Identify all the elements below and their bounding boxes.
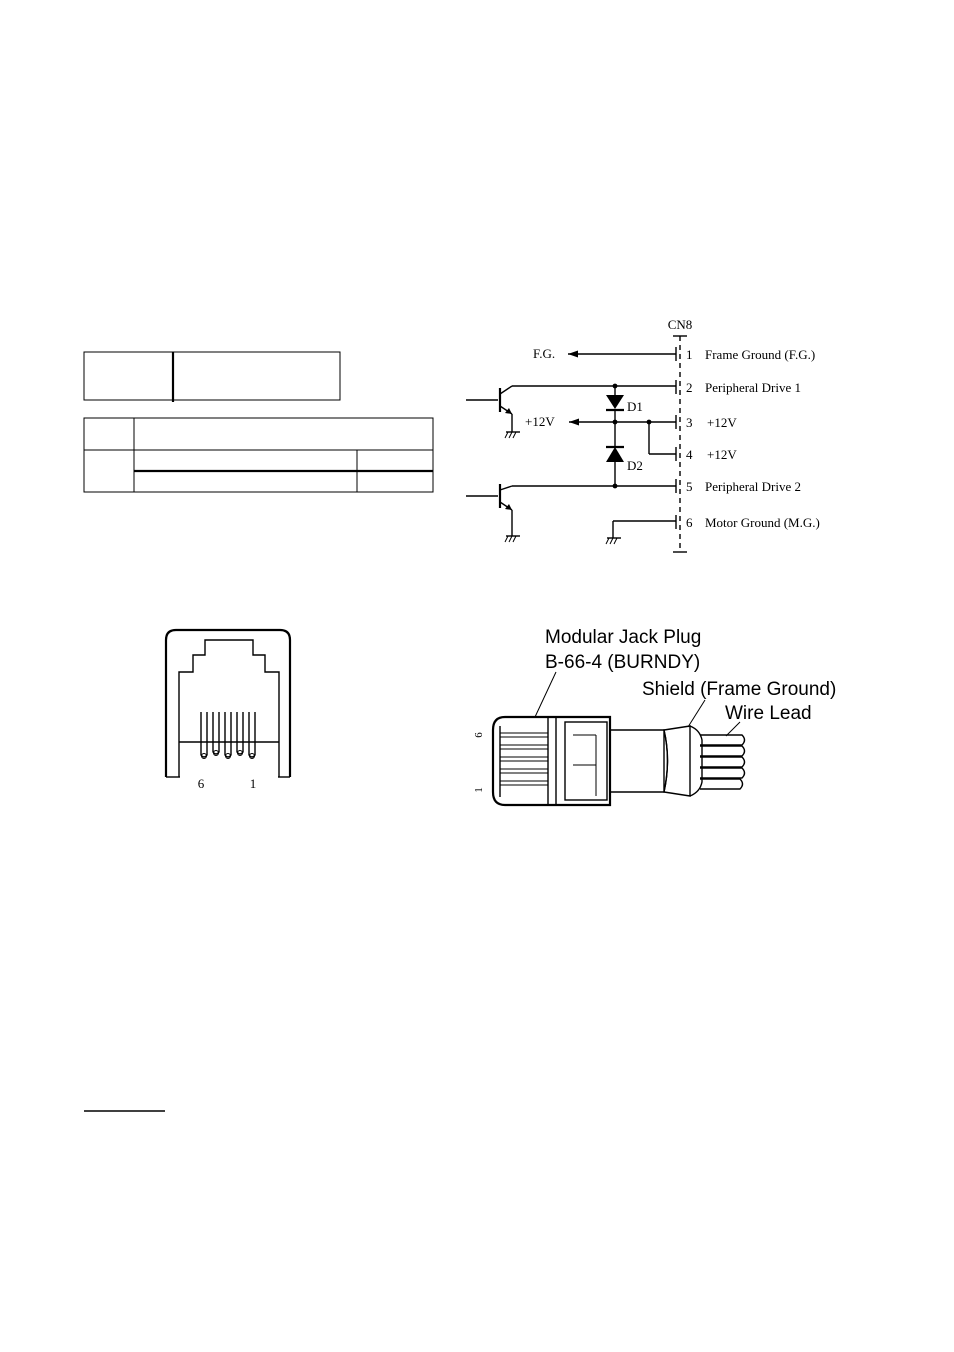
connector-label: CN8	[667, 317, 693, 332]
pin-label: +12V	[707, 415, 737, 430]
pin-label: Motor Ground (M.G.)	[705, 515, 820, 530]
pin-label: Peripheral Drive 2	[705, 479, 802, 494]
arrow-left-icon	[568, 351, 578, 358]
pin-number: 6	[686, 515, 693, 530]
pin-number: 4	[686, 447, 693, 462]
shield-braid	[664, 726, 690, 796]
plug-contacts	[500, 733, 548, 785]
diode-d1-icon	[606, 395, 624, 409]
emitter-arrow-icon	[505, 504, 512, 510]
diode-d2-icon	[606, 447, 624, 462]
jack-contacts	[201, 712, 255, 759]
plug-title-line1: Modular Jack Plug	[545, 627, 702, 648]
wire-lead-label: Wire Lead	[725, 703, 812, 724]
pin-number: 5	[686, 479, 693, 494]
plug-pin-6-label: 6	[473, 732, 485, 738]
plug-title-line2: B-66-4 (BURNDY)	[545, 652, 701, 673]
pin-label: +12V	[707, 447, 737, 462]
jack-pin-1-label: 1	[249, 776, 257, 791]
pin-label: Peripheral Drive 1	[705, 380, 802, 395]
circuit-schematic	[466, 317, 820, 552]
spec-table	[84, 418, 433, 492]
pin-number: 1	[686, 347, 693, 362]
shield-label: Shield (Frame Ground)	[642, 679, 837, 700]
pin-number: 2	[686, 380, 693, 395]
pin-label: Frame Ground (F.G.)	[705, 347, 816, 362]
diode-d2-label: D2	[627, 458, 643, 473]
plug-pin-1-label: 1	[473, 787, 485, 793]
wire-leads	[700, 735, 745, 789]
arrow-left-icon	[569, 419, 579, 426]
jack-pin-6-label: 6	[197, 776, 205, 791]
pin-number: 3	[686, 415, 693, 430]
diode-d1-label: D1	[627, 399, 643, 414]
top-box	[84, 352, 340, 402]
v12-signal-label: +12V	[525, 414, 555, 429]
fg-signal-label: F.G.	[533, 346, 556, 361]
modular-jack-plug-side-view	[473, 627, 836, 805]
emitter-arrow-icon	[505, 408, 512, 414]
modular-jack-front-view	[166, 630, 290, 791]
